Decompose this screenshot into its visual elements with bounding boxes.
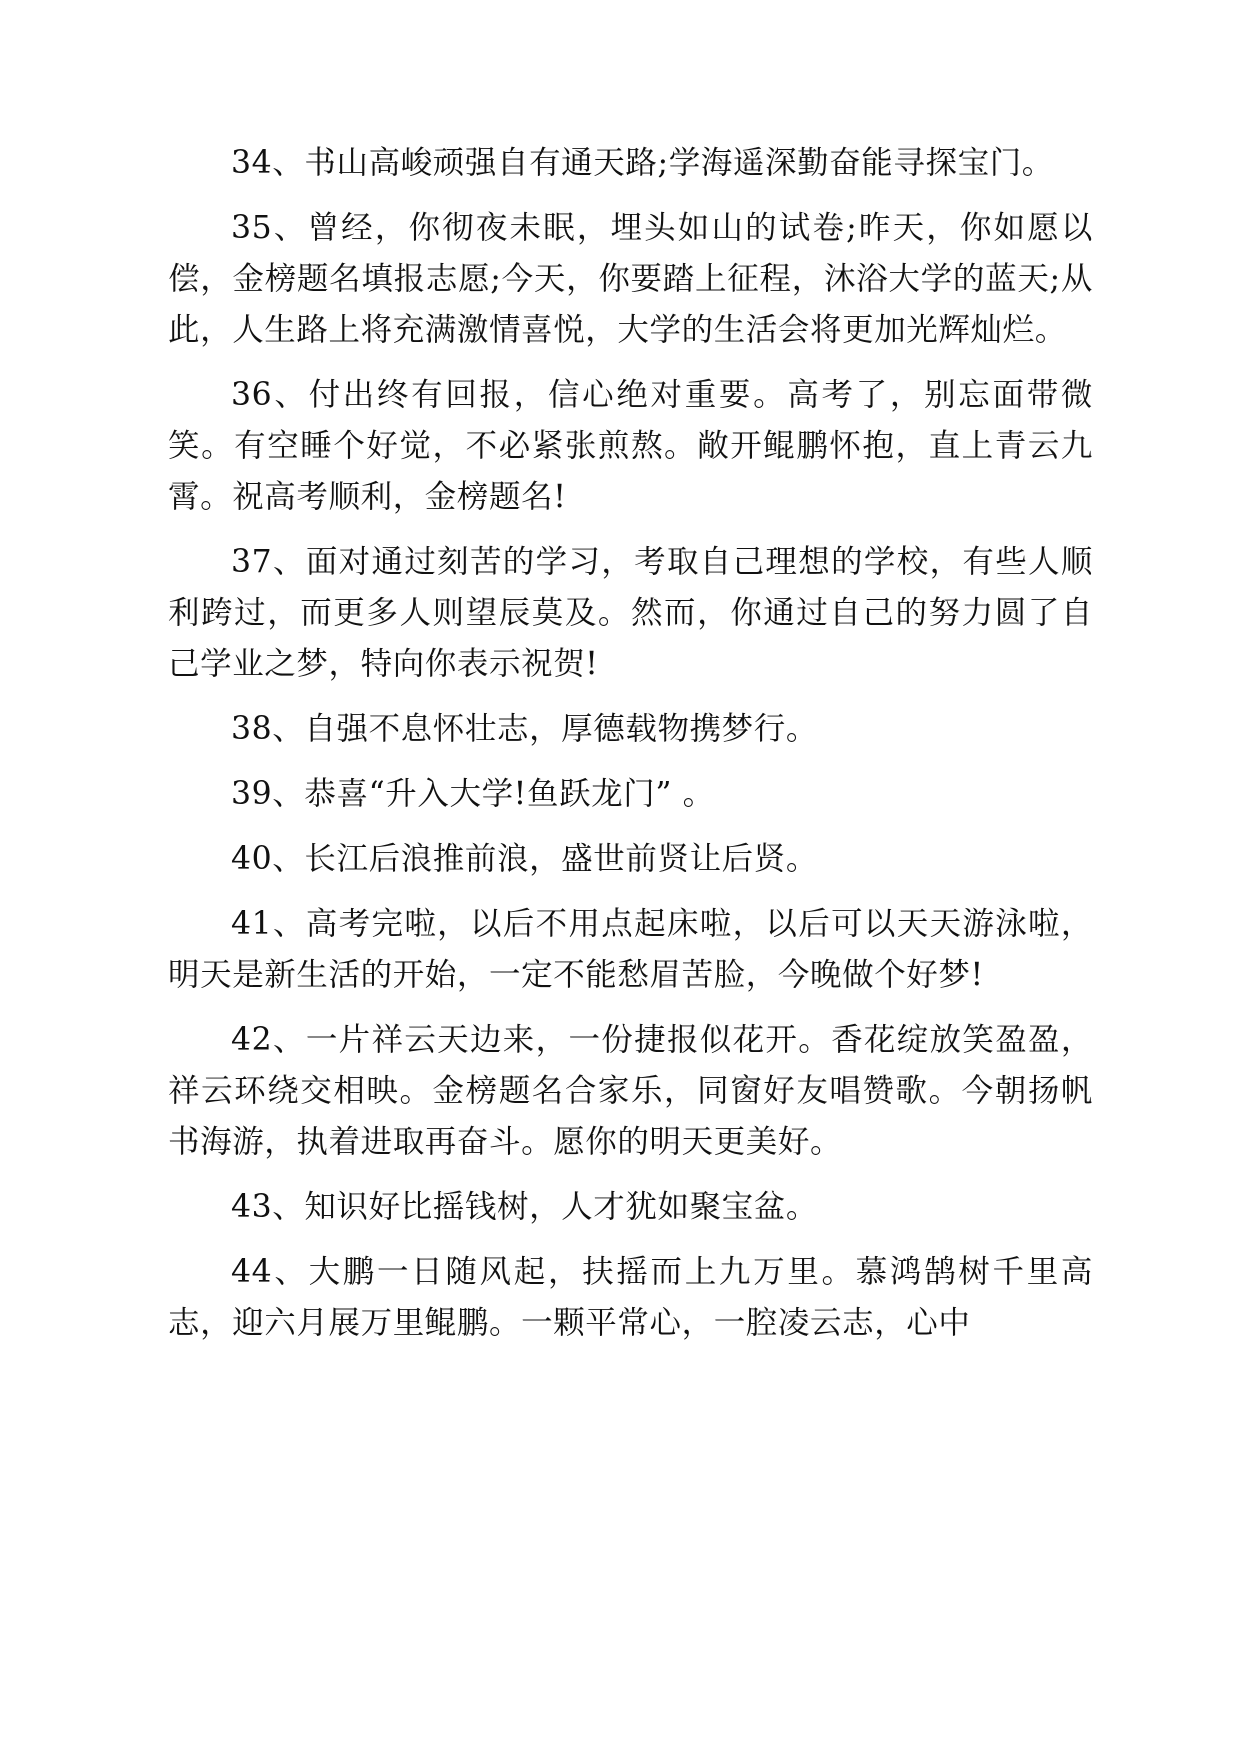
paragraph: 41、高考完啦，以后不用点起床啦，以后可以天天游泳啦，明天是新生活的开始，一定不能愁眉苦脸，今晚做个好梦! <box>168 906 1093 994</box>
paragraph: 44、大鹏一日随风起，扶摇而上九万里。慕鸿鹄树千里高志，迎六月展万里鲲鹏。一颗平常心，一腔凌云志，心中 <box>168 1254 1093 1342</box>
paragraph: 38、自强不息怀壮志，厚德载物携梦行。 <box>231 711 818 748</box>
document-body <box>168 138 1093 1349</box>
paragraph: 34、书山高峻顽强自有通天路;学海遥深勤奋能寻探宝门。 <box>231 145 1054 181</box>
paragraph: 40、长江后浪推前浪，盛世前贤让后贤。 <box>231 841 818 878</box>
paragraph: 42、一片祥云天边来，一份捷报似花开。香花绽放笑盈盈，祥云环绕交相映。金榜题名合家乐，同窗好友唱赞歌。今朝扬帆书海游，执着进取再奋斗。愿你的明天更美好。 <box>168 1022 1093 1161</box>
paragraph: 35、曾经，你彻夜未眠，埋头如山的试卷;昨天，你如愿以偿，金榜题名填报志愿;今天，你要踏上征程，沐浴大学的蓝天;从此，人生路上将充满激情喜悦，大学的生活会将更加光辉灿烂。 <box>168 210 1093 349</box>
paragraph: 37、面对通过刻苦的学习，考取自己理想的学校，有些人顺利跨过，而更多人则望辰莫及。然而，你通过自己的努力圆了自己学业之梦，特向你表示祝贺! <box>168 544 1093 683</box>
paragraph: 39、恭喜“升入大学!鱼跃龙门” 。 <box>231 776 715 813</box>
paragraph: 43、知识好比摇钱树，人才犹如聚宝盆。 <box>231 1189 818 1226</box>
paragraph: 36、付出终有回报，信心绝对重要。高考了，别忘面带微笑。有空睡个好觉，不必紧张煎熬。敞开鲲鹏怀抱，直上青云九霄。祝高考顺利，金榜题名! <box>168 377 1093 516</box>
